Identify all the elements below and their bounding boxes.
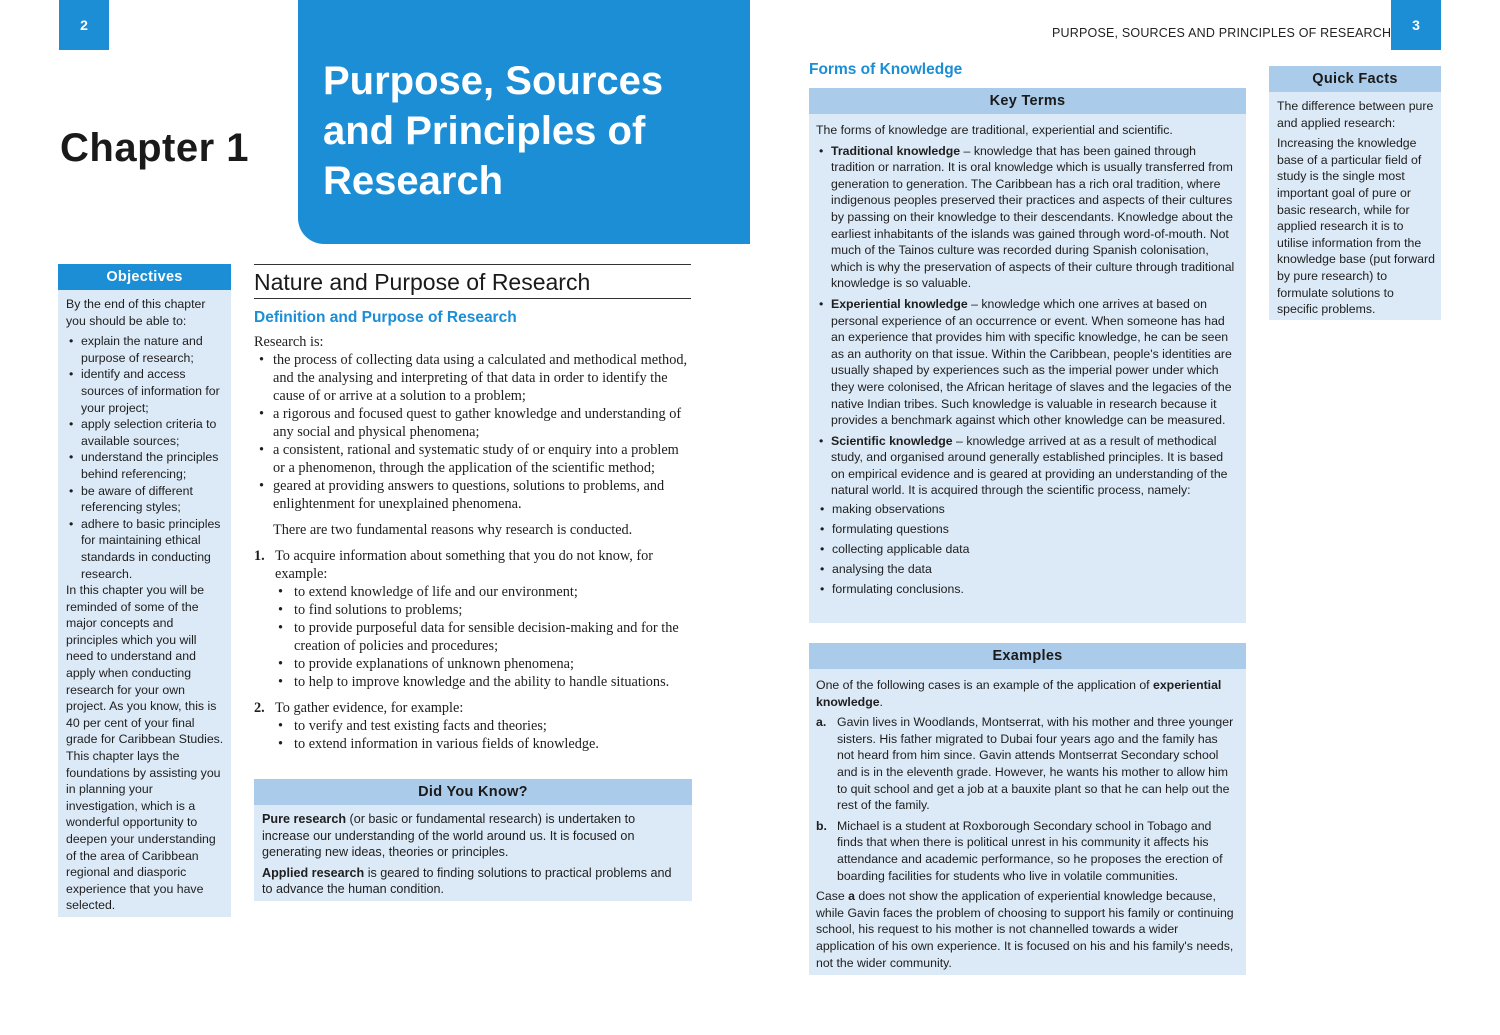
running-head: PURPOSE, SOURCES AND PRINCIPLES OF RESEARCH bbox=[1052, 26, 1392, 40]
objectives-heading: Objectives bbox=[58, 264, 231, 290]
examples-intro bbox=[816, 677, 1238, 710]
key-term-name: Experiential knowledge bbox=[831, 296, 968, 311]
applied-research-text: is geared to finding solutions to practical problems and to advance the human condition. bbox=[262, 865, 672, 897]
example-case-label: a. bbox=[816, 715, 827, 730]
examples-conclusion bbox=[816, 888, 1238, 971]
process-steps-list bbox=[831, 501, 1238, 598]
examples-intro-term: experiential knowledge bbox=[816, 678, 1222, 709]
reason-item: • to provide purposeful data for sensible decision-making and for the creation of policies and procedures; bbox=[275, 619, 694, 655]
key-terms-body bbox=[809, 114, 1246, 598]
example-case bbox=[816, 818, 1238, 884]
objective-item: • be aware of different referencing styles; bbox=[66, 483, 225, 516]
objective-item: • identify and access sources of information for your project; bbox=[66, 366, 225, 416]
objectives-list bbox=[66, 333, 225, 582]
chapter-label: Chapter 1 bbox=[60, 126, 249, 170]
key-term-item bbox=[816, 433, 1238, 598]
reason-item: • to provide explanations of unknown phenomena; bbox=[275, 655, 694, 673]
reason-item: • to find solutions to problems; bbox=[275, 601, 694, 619]
reason-item: • to extend information in various fields of knowledge. bbox=[275, 735, 694, 753]
definition-item: • a rigorous and focused quest to gather knowledge and understanding of any social and physical phenomena; bbox=[256, 405, 694, 441]
examples-panel bbox=[809, 643, 1246, 975]
did-you-know-pure bbox=[262, 811, 684, 861]
key-term-item bbox=[816, 296, 1238, 429]
quick-facts-body bbox=[1269, 92, 1441, 318]
reason-text: To gather evidence, for example: bbox=[275, 700, 464, 716]
example-case-text: Gavin lives in Woodlands, Montserrat, with his mother and three younger sisters. His father migrated to Dubai four years ago and the family has not heard from him since. Gavin attends Montserrat Secondary school and is in the eleventh grade. However, he wants his mother to allow him to quit school and get a job at a bauxite plant so that he can help out the rest of the family. bbox=[837, 715, 1234, 813]
reason-text: To acquire information about something that you do not know, for example: bbox=[275, 548, 654, 582]
process-step: • formulating questions bbox=[817, 521, 1238, 538]
right-page-number: 3 bbox=[1391, 0, 1441, 50]
chapter-title-line: Purpose, Sources bbox=[323, 59, 664, 103]
objective-item: • explain the nature and purpose of research; bbox=[66, 333, 225, 366]
subsection-title: Definition and Purpose of Research bbox=[254, 309, 517, 326]
objectives-closing: In this chapter you will be reminded of some of the major concepts and principles which you will need to understand and apply when conducting research for your own project. As you know, this is 40 per cent of your final grade for Caribbean Studies. This chapter lays the foundations by assisting you in planning your investigation, which is a wonderful opportunity to deepen your understanding of the area of Caribbean regional and diasporic experience that you have selected. bbox=[66, 583, 224, 913]
chapter-title-line: Research bbox=[323, 159, 504, 203]
key-term-text: – knowledge that has been gained through tradition or narration. It is oral knowledge which is usually transferred from generation to generation. The Caribbean has a rich oral tradition, where indigenous peoples preserved their practices and aspects of their cultures by passing on their knowledge to their descendants. Knowledge about the earliest inhabitants of the islands was gained through word-of-mouth. Not much of the Tainos culture was recorded during Spanish colonisation, which is why the preservation of aspects of their culture through traditional knowledge is so valuable. bbox=[831, 143, 1235, 291]
example-case-text: Michael is a student at Roxborough Secondary school in Tobago and finds that when there is political unrest in his community it affects his attendance and academic performance, so he proposes the erection of boarding facilities for students who live in volatile communities. bbox=[837, 818, 1223, 883]
research-is-label: Research is: bbox=[254, 334, 324, 350]
key-terms-list bbox=[816, 143, 1238, 598]
key-terms-panel bbox=[809, 88, 1246, 623]
quick-facts-p2: Increasing the knowledge base of a particular field of study is the single most important goal of pure or basic research, while for applied research it is to utilise information from the knowledge base (put forward by pure research) to formulate solutions to specific problems. bbox=[1277, 136, 1435, 317]
process-step: • formulating conclusions. bbox=[817, 581, 1238, 598]
objective-item: • adhere to basic principles for maintaining ethical standards in conducting research. bbox=[66, 516, 225, 582]
definition-item: • geared at providing answers to questions, solutions to problems, and enlightenment for unexplained phenomena. bbox=[256, 477, 694, 513]
examples-body bbox=[809, 669, 1246, 971]
key-term-text: – knowledge which one arrives at based on personal experience of an occurrence or event. When someone has had an experience that provides him with specific knowledge, he can be seen as an authority on that issue. Within the Caribbean, people's identities are usually shaped by experiences such as the imperial power under which they were colonised, the African heritage of slaves and the legacies of the native Indian tribes. Such knowledge is valuable in research because it provides a benchmark against which other knowledge can be measured. bbox=[831, 296, 1232, 428]
examples-intro-text: One of the following cases is an example of the application of bbox=[816, 678, 1153, 692]
did-you-know-body bbox=[254, 805, 692, 898]
did-you-know-applied bbox=[262, 865, 684, 898]
reason-number: 1. bbox=[254, 548, 265, 564]
reasons-intro: There are two fundamental reasons why research is conducted. bbox=[273, 522, 633, 538]
example-case-label: b. bbox=[816, 818, 827, 833]
process-step: • making observations bbox=[817, 501, 1238, 518]
example-case bbox=[816, 714, 1238, 814]
examples-intro-end: . bbox=[879, 694, 883, 709]
reason-block bbox=[254, 547, 694, 691]
quick-facts-panel bbox=[1269, 66, 1441, 320]
reason-number: 2. bbox=[254, 700, 265, 716]
key-terms-heading: Key Terms bbox=[809, 88, 1246, 114]
reason-item: • to extend knowledge of life and our environment; bbox=[275, 583, 694, 601]
definition-item: • the process of collecting data using a calculated and methodical method, and the analysing and interpreting of that data in order to identify the cause of or arrive at a solution to a problem; bbox=[256, 351, 694, 405]
section-rule-top bbox=[254, 264, 691, 265]
objectives-intro: By the end of this chapter you should be able to: bbox=[66, 297, 206, 328]
chapter-title-line: and Principles of bbox=[323, 109, 646, 153]
definition-item: • a consistent, rational and systematic study of or enquiry into a problem or a phenomenon, through the application of the scientific method; bbox=[256, 441, 694, 477]
key-term-name: Traditional knowledge bbox=[831, 143, 961, 158]
quick-facts-heading: Quick Facts bbox=[1269, 66, 1441, 92]
conclusion-pre: Case bbox=[816, 889, 849, 904]
definition-body bbox=[254, 333, 694, 753]
examples-heading: Examples bbox=[809, 643, 1246, 669]
reason-list bbox=[275, 717, 694, 753]
definition-list bbox=[256, 351, 694, 513]
conclusion-text: does not show the application of experiential knowledge because, while Gavin faces the problem of choosing to support his family or continuing school, his request to his mother is not channelled towards a wider application of his own experience. It is focused on his and his family's needs, not the wider community. bbox=[816, 889, 1234, 970]
did-you-know-panel bbox=[254, 779, 692, 901]
objective-item: • apply selection criteria to available sources; bbox=[66, 416, 225, 449]
did-you-know-heading: Did You Know? bbox=[254, 779, 692, 805]
key-term-item bbox=[816, 143, 1238, 292]
conclusion-case-label: a bbox=[848, 889, 855, 904]
objective-item: • understand the principles behind referencing; bbox=[66, 449, 225, 482]
key-term-name: Scientific knowledge bbox=[831, 433, 953, 448]
process-step: • analysing the data bbox=[817, 561, 1238, 578]
forms-heading: Forms of Knowledge bbox=[809, 61, 963, 78]
left-page-number: 2 bbox=[59, 0, 109, 50]
reason-list bbox=[275, 583, 694, 691]
reason-block bbox=[254, 699, 694, 753]
chapter-title-box bbox=[298, 0, 750, 244]
process-step: • collecting applicable data bbox=[817, 541, 1238, 558]
reason-item: • to verify and test existing facts and theories; bbox=[275, 717, 694, 735]
objectives-body bbox=[58, 290, 231, 914]
key-term-text: – knowledge arrived at as a result of methodical study, and organised around generally established principles. It is based on empirical evidence and is geared at providing an understanding of the natural world. It is acquired through the scientific process, namely: bbox=[831, 433, 1228, 498]
section-rule-bottom bbox=[254, 298, 691, 299]
key-terms-intro: The forms of knowledge are traditional, experiential and scientific. bbox=[816, 123, 1173, 137]
quick-facts-p1: The difference between pure and applied research: bbox=[1277, 99, 1434, 130]
reason-item: • to help to improve knowledge and the ability to handle situations. bbox=[275, 673, 694, 691]
term-applied-research: Applied research bbox=[262, 865, 365, 880]
section-title: Nature and Purpose of Research bbox=[254, 269, 591, 295]
term-pure-research: Pure research bbox=[262, 812, 347, 826]
objectives-panel bbox=[58, 264, 231, 917]
pure-research-text: (or basic or fundamental research) is undertaken to increase our understanding of the world around us. It is focused on generating new ideas, theories or principles. bbox=[262, 812, 636, 860]
